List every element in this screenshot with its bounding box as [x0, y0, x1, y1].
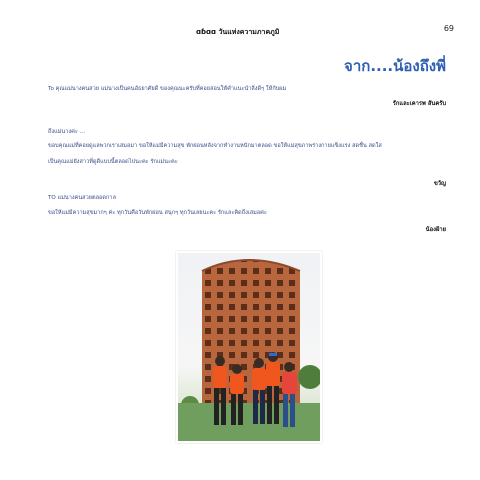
message-signature: น้องฝ้าย — [425, 227, 446, 233]
message-signature: รักและเคารพ สันครับ — [392, 101, 446, 107]
header-title: ɑɓɑɑ วันแห่งความภาคภูมิ — [196, 28, 280, 36]
message-line: ขอให้แม่มีความสุขมากๆ ค่ะ ทุกวันคือวันพักผ่อน สนุกๆ ทุกวันเลยนะคะ รักและคิดถึงเสมอค่ะ — [48, 210, 267, 216]
group-photo — [178, 253, 320, 441]
section-title: จาก....น้องถึงพี่ — [344, 57, 446, 75]
page-header — [0, 24, 480, 38]
photo-frame — [176, 251, 322, 443]
message-line: To คุณแม่นางคนสวย แม่นางเป็นคนอัธยาศัยดี ของคุณนะครับที่คอยสอนให้คำแนะนำสิ่งดีๆ ให้กับผม — [48, 86, 287, 92]
photo-illustration — [178, 253, 320, 441]
tree — [298, 365, 320, 389]
message-line: TO แม่นางคนสวยตลอดกาล — [48, 195, 116, 201]
grass — [178, 403, 320, 441]
message-line: ขอบคุณแม่ที่คอยดูแลพวกเราเสมอมา ขอให้แม่มีความสุข พักผ่อนหลังจากทำงานหนักมาตลอด ขอให้แม่สุขภาพร่างกายแข็งแรง สดชื่น สดใส — [48, 143, 382, 149]
page-number: 69 — [443, 24, 454, 33]
message-line: ถึงแม่นางค่ะ ... — [48, 129, 85, 135]
message-signature: ขวัญ — [433, 181, 446, 187]
message-line: เป็นคุณแม่ยังสาวที่ดูดีแบบนี้ตลอดไปนะคะ รักแม่นะคะ — [48, 159, 178, 165]
